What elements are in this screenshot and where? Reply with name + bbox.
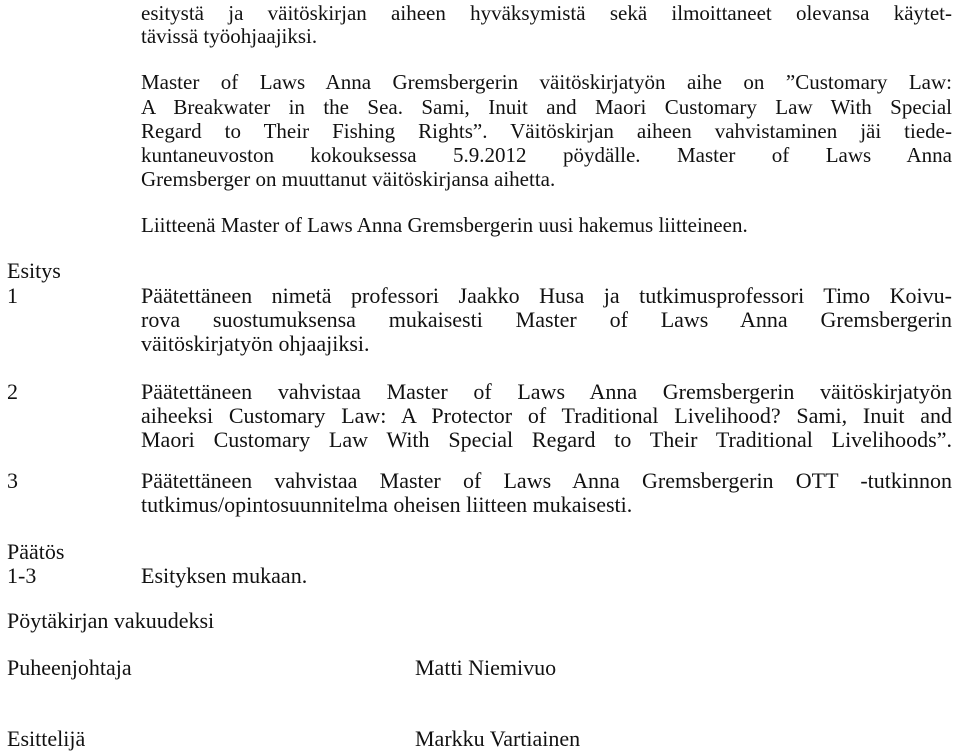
intro-text-line: esitystä ja väitöskirjan aiheen hyväksymistä sekä ilmoittaneet olevansa käytet- [141,1,952,25]
intro-text-line: A Breakwater in the Sea. Sami, Inuit and Maori Customary Law With Special [141,95,952,119]
intro-text-line: Gremsberger on muuttanut väitöskirjansa aihetta. [141,167,556,191]
esitys-item-line: Päätettäneen vahvistaa Master of Laws Anna Gremsbergerin väitöskirjatyön [141,379,952,404]
attachment-note: Liitteenä Master of Laws Anna Gremsbergerin uusi hakemus liitteineen. [141,213,748,237]
paatos-range: 1-3 [7,563,37,588]
esitys-item-number: 1 [7,283,18,308]
secretary-name: Markku Vartiainen [415,726,581,751]
signatures-heading: Pöytäkirjan vakuudeksi [7,608,215,633]
chair-name: Matti Niemivuo [415,655,557,680]
esitys-heading: Esitys [7,258,61,283]
esitys-item-line: Maori Customary Law With Special Regard to Their Traditional Livelihoods”. [141,427,952,452]
chair-label: Puheenjohtaja [7,655,132,680]
intro-text-line: Regard to Their Fishing Rights”. Väitöskirjan aiheen vahvistaminen jäi tiede- [141,119,952,143]
intro-text-line: Master of Laws Anna Gremsbergerin väitöskirjatyön aihe on ”Customary Law: [141,70,952,94]
esitys-item-line: väitöskirjatyön ohjaajiksi. [141,331,370,356]
secretary-label: Esittelijä [7,726,86,751]
esitys-item-line: aiheeksi Customary Law: A Protector of Traditional Livelihood? Sami, Inuit and [141,403,952,428]
esitys-item-line: Päätettäneen nimetä professori Jaakko Husa ja tutkimusprofessori Timo Koivu- [141,283,952,308]
esitys-item-line: Päätettäneen vahvistaa Master of Laws Anna Gremsbergerin OTT -tutkinnon [141,468,952,493]
esitys-item-number: 2 [7,379,18,404]
esitys-item-number: 3 [7,468,18,493]
paatos-heading: Päätös [7,539,65,564]
intro-text-line: tävissä työohjaajiksi. [141,24,318,48]
esitys-item-line: tutkimus/opintosuunnitelma oheisen liitteen mukaisesti. [141,492,633,517]
intro-text-line: kuntaneuvoston kokouksessa 5.9.2012 pöydälle. Master of Laws Anna [141,143,952,167]
esitys-item-line: rova suostumuksensa mukaisesti Master of Laws Anna Gremsbergerin [141,307,952,332]
paatos-text: Esityksen mukaan. [141,563,308,588]
